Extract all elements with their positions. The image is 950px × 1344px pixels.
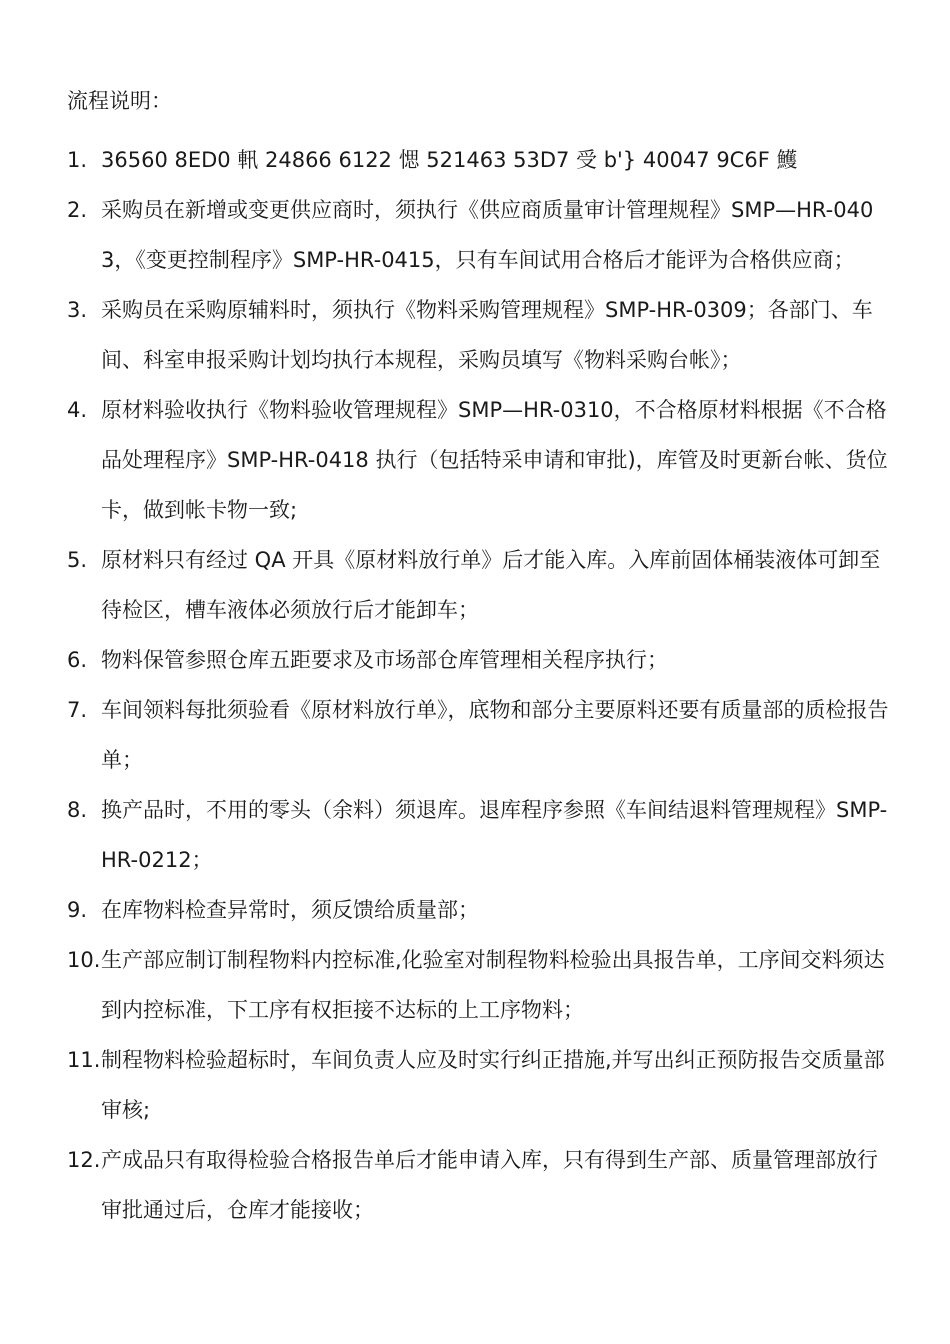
item-number: 9. bbox=[67, 898, 88, 922]
procedure-list bbox=[0, 135, 950, 1235]
item-text: 生产部应制订制程物料内控标准,化验室对制程物料检验出具报告单，工序间交料须达到内控标准，下工序有权拒接不达标的上工序物料； bbox=[101, 948, 885, 1022]
section-heading: 流程说明： bbox=[67, 89, 172, 113]
item-text: 36560 8ED0 軐 24866 6122 愢 521463 53D7 受 b'} 40047 9C6F 鱯 bbox=[101, 148, 798, 172]
list-item bbox=[0, 685, 950, 785]
list-item bbox=[0, 185, 950, 285]
item-number: 12. bbox=[67, 1148, 101, 1172]
item-number: 2. bbox=[67, 198, 88, 222]
item-text: 原材料验收执行《物料验收管理规程》SMP—HR-0310，不合格原材料根据《不合格品处理程序》SMP-HR-0418 执行（包括特采申请和审批)，库管及时更新台帐、货位卡，做到帐卡物一致; bbox=[101, 398, 888, 522]
item-text: 物料保管参照仓库五距要求及市场部仓库管理相关程序执行； bbox=[101, 648, 668, 672]
list-item bbox=[0, 935, 950, 1035]
list-item bbox=[0, 885, 950, 935]
list-item bbox=[0, 285, 950, 385]
item-text: 换产品时，不用的零头（余料）须退库。退库程序参照《车间结退料管理规程》SMP-HR-0212； bbox=[101, 798, 888, 872]
item-number: 11. bbox=[67, 1048, 101, 1072]
item-text: 制程物料检验超标时，车间负责人应及时实行纠正措施,并写出纠正预防报告交质量部审核; bbox=[101, 1048, 885, 1122]
item-number: 6. bbox=[67, 648, 88, 672]
list-item bbox=[0, 785, 950, 885]
item-text: 在库物料检查异常时，须反馈给质量部； bbox=[101, 898, 479, 922]
item-number: 1. bbox=[67, 148, 88, 172]
list-item bbox=[0, 135, 950, 185]
item-number: 4. bbox=[67, 398, 88, 422]
item-number: 8. bbox=[67, 798, 88, 822]
list-item bbox=[0, 1135, 950, 1235]
item-text: 采购员在新增或变更供应商时，须执行《供应商质量审计管理规程》SMP—HR-0403，《变更控制程序》SMP-HR-0415，只有车间试用合格后才能评为合格供应商； bbox=[101, 198, 874, 272]
item-text: 采购员在采购原辅料时，须执行《物料采购管理规程》SMP-HR-0309；各部门、车间、科室申报采购计划均执行本规程，采购员填写《物料采购台帐》； bbox=[101, 298, 873, 372]
item-number: 3. bbox=[67, 298, 88, 322]
item-text: 原材料只有经过 QA 开具《原材料放行单》后才能入库。入库前固体桶装液体可卸至待检区，槽车液体必须放行后才能卸车； bbox=[101, 548, 881, 622]
list-item bbox=[0, 535, 950, 635]
item-number: 7. bbox=[67, 698, 88, 722]
list-item bbox=[0, 385, 950, 535]
item-text: 车间领料每批须验看《原材料放行单》，底物和部分主要原料还要有质量部的质检报告单； bbox=[101, 698, 889, 772]
list-item bbox=[0, 635, 950, 685]
item-text: 产成品只有取得检验合格报告单后才能申请入库，只有得到生产部、质量管理部放行审批通过后，仓库才能接收； bbox=[101, 1148, 878, 1222]
item-number: 10. bbox=[67, 948, 101, 972]
item-number: 5. bbox=[67, 548, 88, 572]
list-item bbox=[0, 1035, 950, 1135]
